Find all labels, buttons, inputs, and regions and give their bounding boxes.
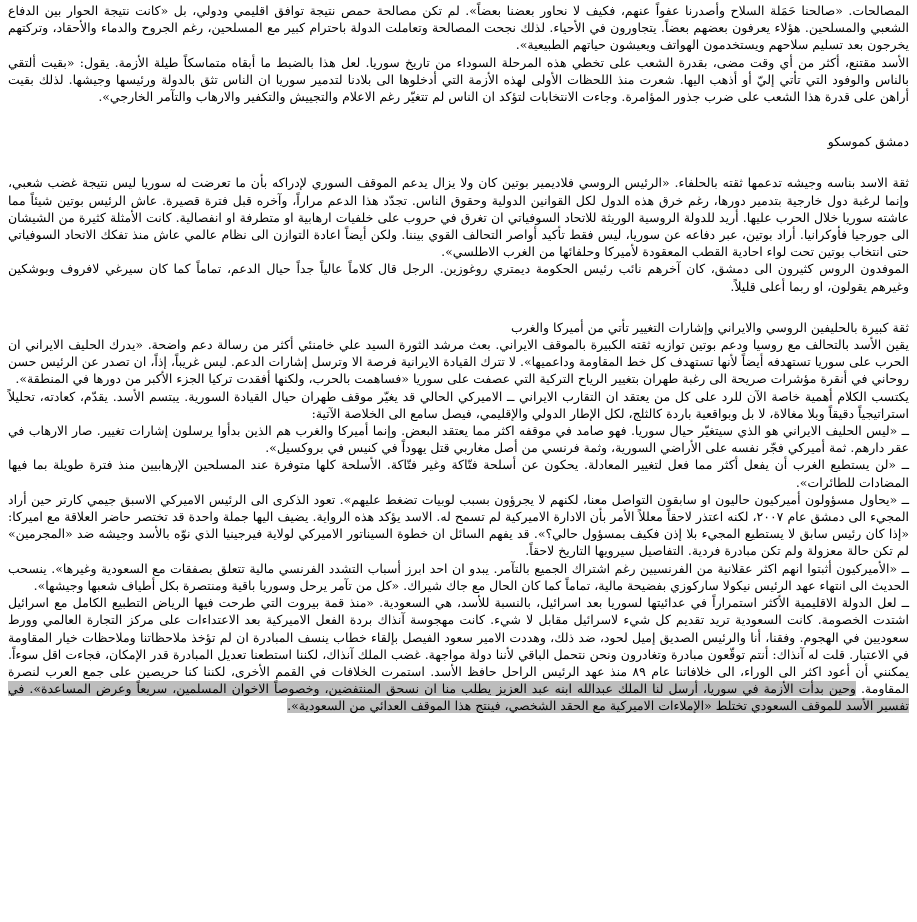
paragraph-saudi-hostility [8,594,909,714]
paragraph-rapprochement: يكتسب الكلام أهمية خاصة الآن للرد على كل من يعتقد ان التقارب الايراني ــ الاميركي الحالي قد يغيّر موقف طهران حيال القيادة السورية. يبتسم الأسد. يقدّم، كعادته، تحليلاً استراتيجياً دقيقاً وبلا مغالاة، لا بل وبواقعية باردة كالثلج، لكل الإطار الدولي والإقليمي، فيصل سامع الى الخلاصة الآتية: [8,388,909,421]
paragraph-west-weapons: ــ «لن يستطيع الغرب أن يفعل أكثر مما فعل لتغيير المعادلة. يحكون عن أسلحة فتّاكة وغير فتّاكة. الأسلحة كلها متوفرة عند المسلحين الإرهابيين منذ فترة طويلة بما فيها المضادات للطائرات». [8,457,910,490]
section-heading-allies: ثقة كبيرة بالحليفين الروسي والايراني وإشارات التغيير تأتي من أميركا والغرب [511,319,909,335]
highlighted-text: وحين بدأت الأزمة في سوريا، أرسل لنا الملك عبدالله ابنه عبد العزيز يطلب منا ان نسحق المنتفضين، وخصوصاً الاخوان المسلمين، سريعاً وعرض المساعدة». في تفسير الأسد للموقف السعودي تختلط «الإملاءات الاميركية مع الحقد الشخصي، فينتج هذا الموقف العدائي من السعودية». [8,681,909,714]
paragraph-american-officials: ــ «يحاول مسؤولون أميركيون حاليون او سابقون التواصل معنا، لكنهم لا يجرؤون بسبب لوبيات تضغط عليهم». تعود الذكرى الى الرئيس الاميركي الاسبق جيمي كارتر حين أراد المجيء الى دمشق عام ٢٠٠٧، لكنه اعتذر لاحقاً معللاً الأمر بأن الادارة الاميركية لم تسمح له. الاسد يؤكد هذه الرواية. يضيف اليها جملة واحدة قد تختصر حاضر العلاقة مع اميركا: «إذا كان رئيس سابق لا يستطيع المجيء بلا إذن فكيف بمسؤول حالي؟». قد يفهم السائل ان خطوة السيناتور الاميركي لولاية فيرجينيا الذي نوّه بالأسد وجيشه ضد «المجرمين» لم تكن حالة معزولة ولم تكن مبادرة فردية. التفاصيل سيرويها التاريخ لاحقاً. [8,491,910,559]
paragraph-french-position: ــ «الأميركيون أثبتوا انهم اكثر عقلانية من الفرنسيين رغم اشتراك الجميع بالتآمر. يبدو ان احد ابرز أسباب التشدد الفرنسي مالية تتعلق بصفقات مع السعودية وغيرها». ينسحب الحديث الى انتهاء عهد الرئيس نيكولا ساركوزي بفضيحة مالية، تماماً كما كان الحال مع جاك شيراك. «كل من تآمر يرحل وسوريا باقية ومنتصرة بكل أطياف شعبها وجيشها». [8,560,909,593]
saudi-text: ــ لعل الدولة الاقليمية الأكثر استمراراً في عدائيتها لسوريا بعد اسرائيل، بالنسبة للأسد، هي السعودية. «منذ قمة بيروت التي طرحت فيها الرياض التطبيع الكامل مع اسرائيل اشتدت الخصومة. كانت السعودية تريد تقديم كل شيء لاسرائيل مقابل لا شيء. كانت مهجوسة آنذاك بردة الفعل الاميركية بعد الاعتداءات على مركز التجارة العالمي وورط سعوديين في الهجوم. وفقنا، أنا والرئيس الصديق إميل لحود، ضد ذلك، وهددت الامير سعود الفيصل بإلقاء خطاب ينسف المبادرة ان لم تؤخذ ملاحظاتنا وملاحظات خيار المقاومة في الاعتبار. قلت له آنذاك: أنتم توقّعون مبادرة وتغادرون ونحن نتحمل الباقي لأننا دولة مواجهة. غضب الملك آنذاك، لكننا استطعنا تعديل المبادرة قدر الإمكان، فجاءت اقل سوءاً. يمكنني أن أعود اكثر الى الوراء، الى خلافاتنا عام ٨٩ منذ عهد الرئيس الراحل حافظ الأسد. استمرت الخلافات في القمم الأخرى، لكننا كنا حريصين على جمع العرب لنصرة المقاومة. [8,595,909,697]
section-heading-damascus-moscow: دمشق كموسكو [827,134,909,150]
paragraph-assad-conviction: الأسد مقتنع، أكثر من أي وقت مضى، بقدرة الشعب على تخطي هذه المرحلة السوداء من تاريخ سوريا. لعل هذا بالضبط ما أبقاه متماسكاً طيلة الأزمة. يقول: «بقيت ألتقي بالناس والوفود التي تأتي إليّ أو أذهب اليها. شعرت منذ اللحظات الأولى لهذه الأزمة التي أدخلوها الى بلادنا لتدمير سوريا ان الناس تثق بالدولة ورئيسها وجيشها. لذلك بقيت أراهن على قدرة هذا الشعب على ضرب جذور المؤامرة. وجاءت الانتخابات لتؤكد ان الناس لم تتغيّر رغم الاعلام والتجييش والتكفير والارهاب والتآمر الخارجي». [8,54,909,105]
paragraph-iran-support: يقين الأسد بالتحالف مع روسيا ودعم بوتين توازيه ثقته الكبيرة بالموقف الايراني. بعث مرشد الثورة السيد علي خامنئي أكثر من رسالة دعم واضحة. «يدرك الحليف الايراني ان الحرب على سوريا تستهدفه أيضاً لأنها تستهدف كل خط المقاومة وداعميها». لا تترك القيادة الايرانية فرصة الا وترسل إشارات الدعم. ليس غريباً، إذاً، ان تصدر عن الرئيس حسن روحاني في أنقرة مؤشرات صريحة الى رغبة طهران بتغيير الرياح التركية التي عصفت على سوريا «فساهمت بالحرب، ولكنها أفقدت تركيا الجزء الأكبر من دورها في المنطقة». [8,337,909,387]
paragraph-putin-support: ثقة الاسد بناسه وجيشه تدعمها ثقته بالحلفاء. «الرئيس الروسي فلاديمير بوتين كان ولا يزال يدعم الموقف السوري لإدراكه بأن ما تعرضت له سوريا ليس نتيجة غضب شعبي، وإنما لرغبة دول خارجية بتدمير دورها، رغم خرق هذه الدول لكل القوانين الدولية وحقوق الناس. تجدّد هذا الدعم مراراً، وآخره قبل فترة قصيرة. عاش الرئيس بوتين شيئاً مما عاشته سوريا خلال الحرب عليها. أريد للدولة الروسية الوريثة للاتحاد السوفياتي ان تغرق في حروب على خلفيات ارهابية او متطرفة او انفصالية. كانت الأمثلة كثيرة من الشيشان الى جورجيا فأوكرانيا. أراد بوتين، عبر دفاعه عن سوريا، ليس فقط تأكيد أواصر التحالف القوي بيننا. ولكن أيضاً اعادة التوازن الى نظام عالمي عاش منذ تفكك الاتحاد السوفياتي حتى انتخاب بوتين تحت لواء احادية القطب المعقودة لأميركا وحلفائها من الغرب الاطلسي». [8,175,909,260]
paragraph-russian-envoys: الموفدون الروس كثيرون الى دمشق، كان آخرهم نائب رئيس الحكومة ديمتري روغوزين. الرجل قال كلاماً عالياً جداً حيال الدعم، تماماً كما كان سيرغي لافروف وبوشكين وغيرهم يقولون، او ربما أعلى قليلاً. [8,261,909,294]
paragraph-iran-steadfast: ــ «ليس الحليف الايراني هو الذي سيتغيّر حيال سوريا. فهو صامد في موقفه اكثر مما يعتقد البعض. وإنما أميركا والغرب هم الذين بدأوا يرسلون إشارات تغيير. صار الارهاب في عقر دارهم. ثمة أميركي فجّر نفسه على الأراضي السورية، وثمة فرنسي من أصل مغاربي قتل يهوداً في كنيس في بروكسيل». [8,423,909,456]
paragraph-reconciliation: المصالحات. «صالحنا حَمَلة السلاح وأصدرنا عفواً عنهم، فكيف لا نحاور بعضنا بعضاً». لم تكن مصالحة حمص نتيجة توافق اقليمي ودولي، بل «كانت نتيجة الحوار بين الدفاع الشعبي والمسلحين. هؤلاء يعرفون بعضهم بعضاً. يتجاورون في الأحياء. لذلك نجحت المصالحة وتعاملت الدولة باحترام كبير مع المسلحين، رغم الجروح والدماء والأحقاد، وتركتهم يخرجون بعد تسليم سلاحهم ويستخدمون الهواتف ويعيشون حياتهم الطبيعية». [8,3,909,53]
